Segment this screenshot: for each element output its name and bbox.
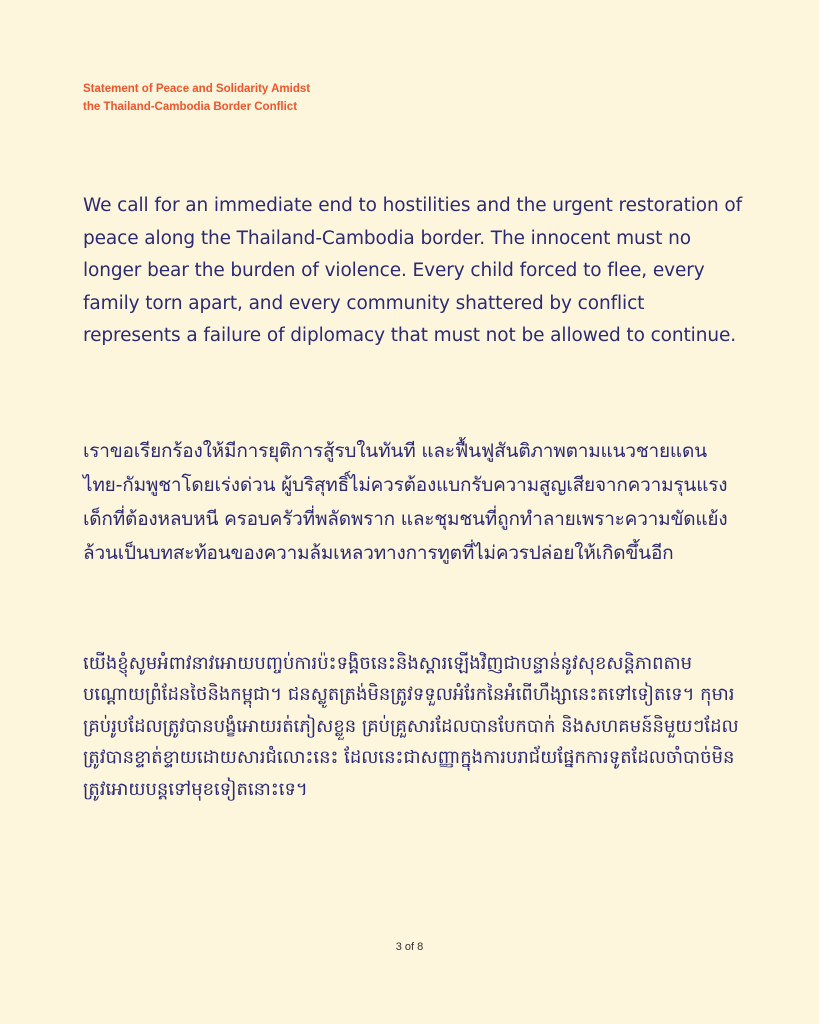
statement-title <box>83 80 443 116</box>
page-indicator: 3 of 8 <box>395 941 424 953</box>
thai-paragraph: เราขอเรียกร้องให้มีการยุติการสู้รบในทันที และฟื้นฟูสันติภาพตามแนวชายแดนไทย-กัมพูชาโดยเร่งด่วน ผู้บริสุทธิ์ไม่ควรต้องแบกรับความสูญเสียจากความรุนแรง เด็กที่ต้องหลบหนี ครอบครัวที่พลัดพราก และชุมชนที่ถูกทำลายเพราะความขัดแย้ง ล้วนเป็นบทสะท้อนของความล้มเหลวทางการทูตที่ไม่ควรปล่อยให้เกิดขึ้นอีก <box>83 440 728 564</box>
english-paragraph: We call for an immediate end to hostilities and the urgent restoration of peace along the Thailand-Cambodia border. The innocent must no longer bear the burden of violence. Every child forced to flee, every family torn apart, and every community shattered by conflict represents a failure of diplomacy that must not be allowed to continue. <box>83 195 743 347</box>
khmer-paragraph: យើងខ្ញុំសូមអំពាវនាវអោយបញ្ចប់ការប៉ះទង្គិចនេះនិងស្តារឡើងវិញជាបន្ទាន់នូវសុខសន្តិភាពតាមបណ្តោយព្រំដែនថៃនិងកម្ពុជា។ ជនស្លូតត្រង់មិនត្រូវទទួលអំរែកនៃអំពើហឹង្សានេះតទៅទៀតទេ។ កុមារគ្រប់រូបដែលត្រូវបានបង្ខំអោយរត់ភៀសខ្លួន គ្រប់គ្រួសារដែលបានបែកបាក់ និងសហគមន៍និមួយៗដែលត្រូវបានខ្ទាត់ខ្ទាយដោយសារជំលោះនេះ ដែលនេះជាសញ្ញាក្នុងការបរាជ័យផ្នែកការទូតដែលចាំបាច់មិនត្រូវអោយបន្តទៅមុខទៀតនោះទេ។ <box>83 653 739 800</box>
statement-title-line-2: the Thailand-Cambodia Border Conflict <box>83 101 298 113</box>
statement-title-line-1: Statement of Peace and Solidarity Amidst <box>83 83 311 95</box>
